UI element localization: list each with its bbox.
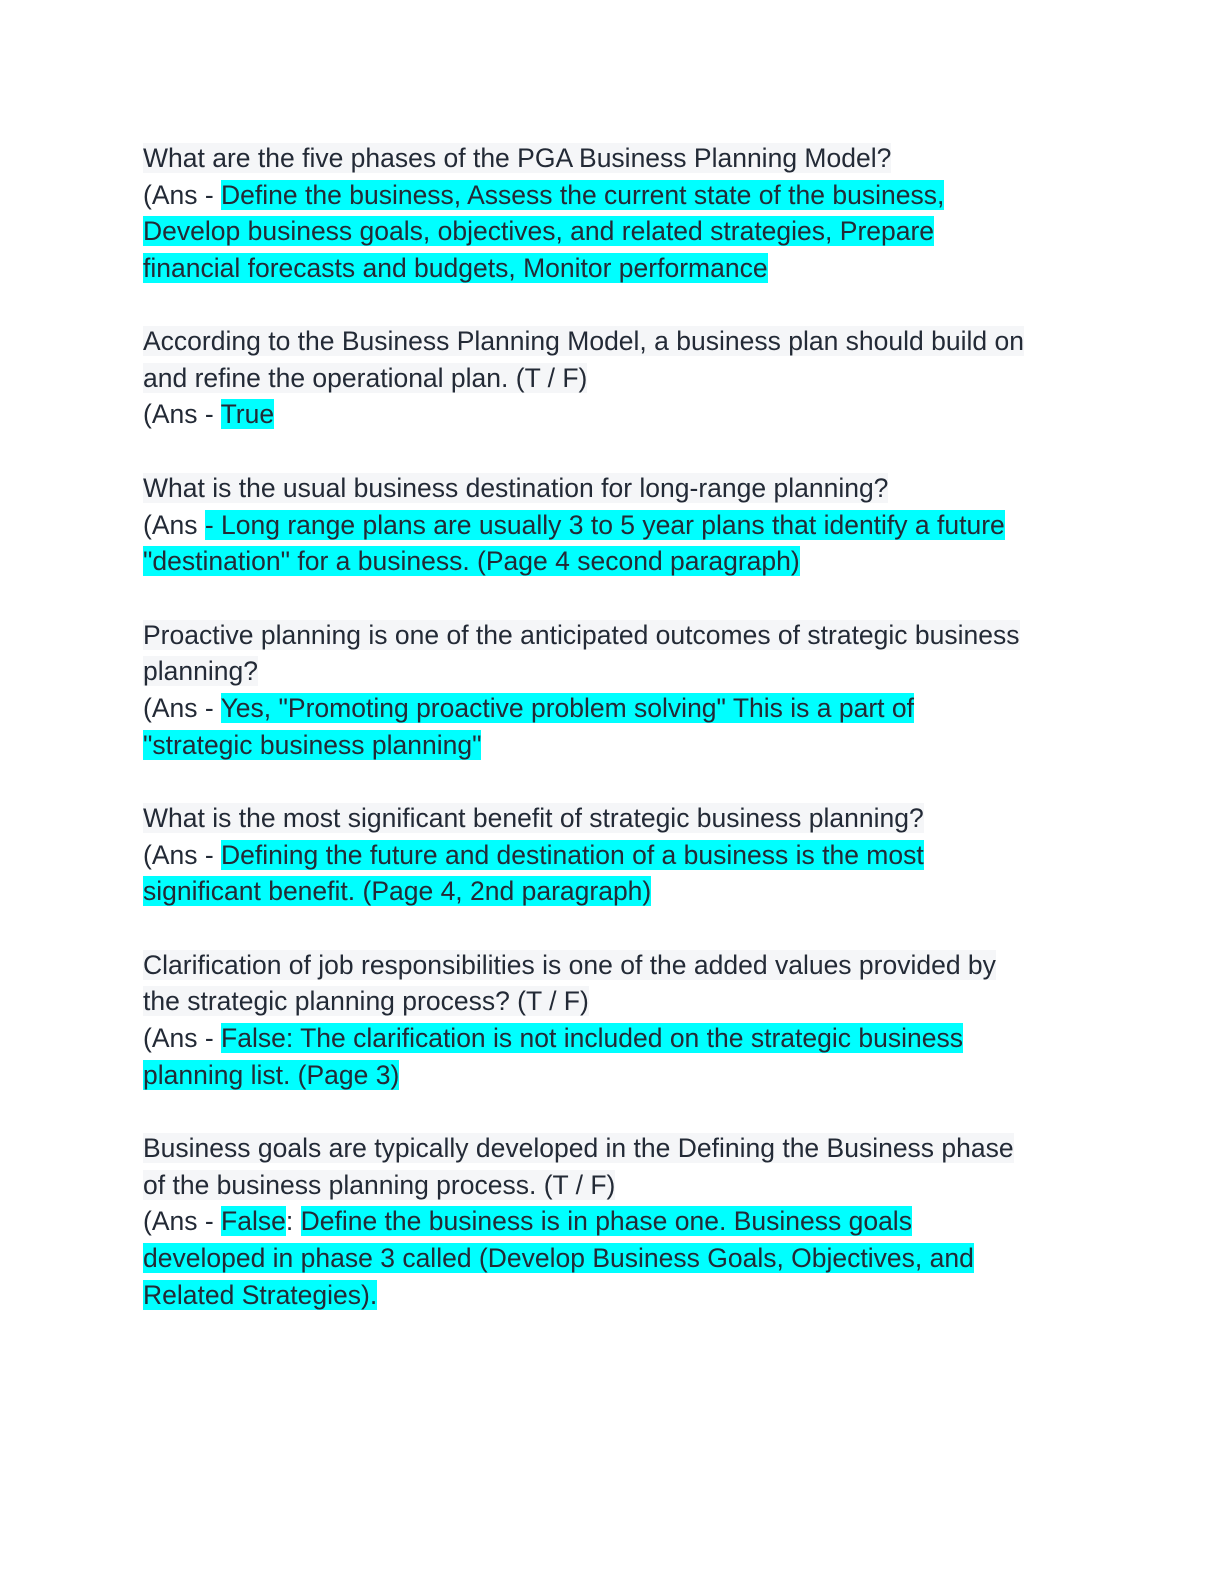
question-line: What are the five phases of the PGA Business Planning Model? xyxy=(143,143,892,173)
answer-line: (Ans - Define the business, Assess the current state of the business, xyxy=(143,180,945,210)
answer-line xyxy=(143,873,651,910)
question-line: and refine the operational plan. (T / F) xyxy=(143,363,588,393)
question-line: What is the usual business destination for long-range planning? xyxy=(143,473,889,503)
answer-line: (Ans - False: The clarification is not included on the strategic business xyxy=(143,1023,963,1053)
answer-highlight: developed in phase 3 called (Develop Business Goals, Objectives, and xyxy=(143,1243,974,1273)
answer-line xyxy=(143,213,934,250)
answer-highlight: False: The clarification is not included on the strategic business xyxy=(221,1023,963,1053)
question-line: of the business planning process. (T / F) xyxy=(143,1170,616,1200)
answer-line: (Ans - Yes, "Promoting proactive problem solving" This is a part of xyxy=(143,693,914,723)
question-line: Proactive planning is one of the anticipated outcomes of strategic business xyxy=(143,620,1020,650)
answer-line: (Ans - True xyxy=(143,399,275,429)
answer-highlight: planning list. (Page 3) xyxy=(143,1060,400,1090)
answer-line: (Ans - Long range plans are usually 3 to 5 year plans that identify a future xyxy=(143,510,1005,540)
answer-highlight: - Long range plans are usually 3 to 5 year plans that identify a future xyxy=(204,510,1005,540)
answer-highlight: significant benefit. (Page 4, 2nd paragraph) xyxy=(143,876,652,906)
question-line: Business goals are typically developed in the Defining the Business phase xyxy=(143,1133,1014,1163)
answer-highlight: False xyxy=(221,1206,286,1236)
answer-line xyxy=(143,543,800,580)
answer-line xyxy=(143,1240,974,1277)
answer-highlight: "destination" for a business. (Page 4 second paragraph) xyxy=(143,546,800,576)
answer-line: (Ans - False: Define the business is in phase one. Business goals xyxy=(143,1206,912,1236)
answer-highlight: Develop business goals, objectives, and related strategies, Prepare xyxy=(143,216,935,246)
question-line: What is the most significant benefit of strategic business planning? xyxy=(143,803,924,833)
answer-line xyxy=(143,1057,399,1094)
answer-line: (Ans - Defining the future and destination of a business is the most xyxy=(143,840,924,870)
answer-line xyxy=(143,250,768,287)
answer-line xyxy=(143,727,481,764)
question-line: Clarification of job responsibilities is one of the added values provided by xyxy=(143,950,996,980)
answer-highlight: Define the business, Assess the current state of the business, xyxy=(221,180,945,210)
answer-highlight: Define the business is in phase one. Business goals xyxy=(300,1206,912,1236)
answer-line xyxy=(143,1277,377,1314)
answer-highlight: True xyxy=(220,399,275,429)
question-line: planning? xyxy=(143,656,258,686)
question-line: the strategic planning process? (T / F) xyxy=(143,986,589,1016)
question-line: According to the Business Planning Model, a business plan should build on xyxy=(143,326,1024,356)
answer-highlight: "strategic business planning" xyxy=(143,730,482,760)
answer-highlight: Related Strategies). xyxy=(143,1280,378,1310)
answer-highlight: financial forecasts and budgets, Monitor performance xyxy=(143,253,768,283)
answer-highlight: Yes, "Promoting proactive problem solving" This is a part of xyxy=(220,693,914,723)
answer-highlight: Defining the future and destination of a business is the most xyxy=(221,840,924,870)
